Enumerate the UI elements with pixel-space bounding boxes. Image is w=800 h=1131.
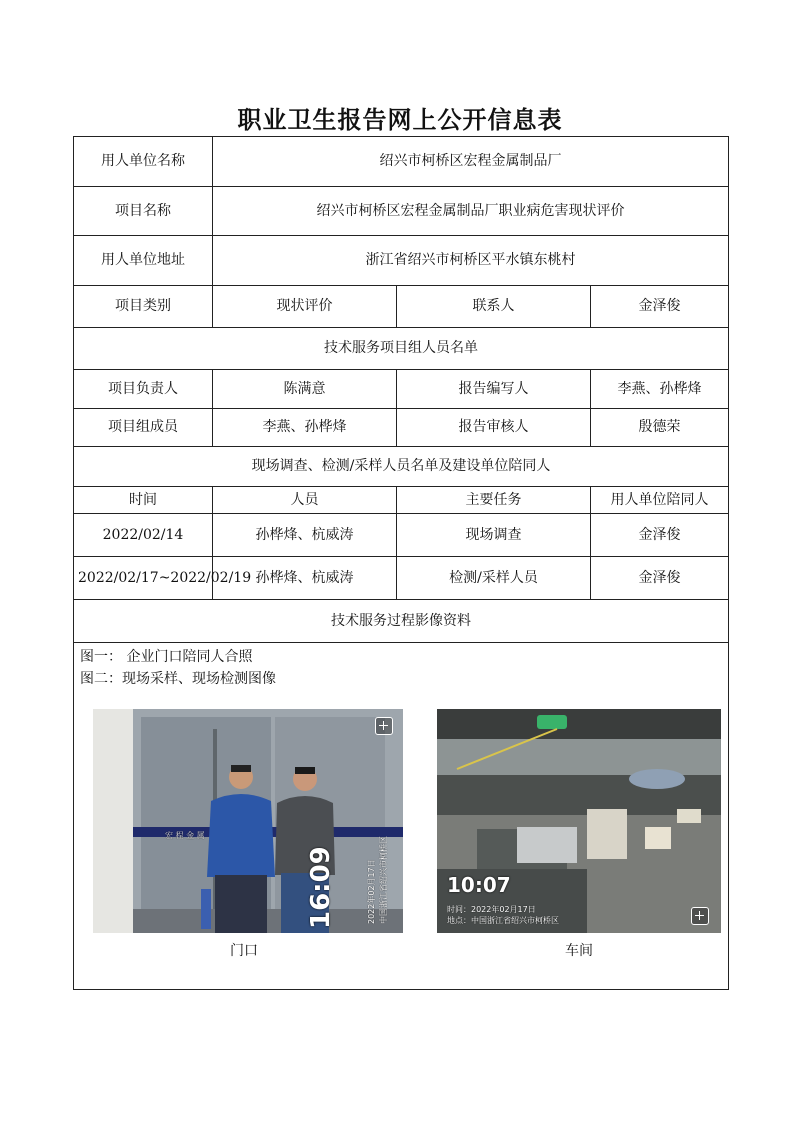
project-name-value: 绍兴市柯桥区宏程金属制品厂职业病危害现状评价 (213, 187, 729, 236)
contact-value: 金泽俊 (591, 286, 729, 328)
entrance-location: 中国浙江省绍兴市柯桥区 (379, 836, 388, 924)
leader-label: 项目负责人 (74, 370, 213, 409)
images-header-row (74, 600, 729, 643)
info-table (73, 136, 729, 990)
project-type-row (74, 286, 729, 328)
entry-companion: 金泽俊 (591, 557, 729, 600)
caption-2: 图二：现场采样、现场检测图像 (80, 671, 276, 687)
entry-people: 孙桦烽、杭威涛 (213, 514, 397, 557)
col-companion: 用人单位陪同人 (591, 487, 729, 514)
address-value: 浙江省绍兴市柯桥区平水镇东桃村 (213, 236, 729, 286)
entrance-timestamp: 16:09 (306, 846, 336, 929)
employer-name-value: 绍兴市柯桥区宏程金属制品厂 (213, 137, 729, 187)
writer-value: 李燕、孙桦烽 (591, 370, 729, 409)
reviewer-label: 报告审核人 (397, 409, 591, 447)
workshop-photo-label: 车间 (565, 943, 593, 959)
address-row (74, 236, 729, 286)
entry-time: 2022/02/14 (74, 514, 213, 557)
project-type-value: 现状评价 (213, 286, 397, 328)
employer-name-label: 用人单位名称 (74, 137, 213, 187)
workshop-photo (437, 709, 721, 933)
page-title: 职业卫生报告网上公开信息表 (237, 105, 563, 134)
entrance-photo (93, 709, 403, 933)
members-row (74, 409, 729, 447)
entry-task: 现场调查 (397, 514, 591, 557)
entrance-photo-label: 门口 (230, 943, 258, 959)
entrance-sign-text: 宏 程 金 属 (165, 831, 205, 840)
survey-header-row (74, 447, 729, 487)
survey-columns-row (74, 487, 729, 514)
expand-icon (375, 717, 393, 735)
workshop-timestamp: 10:07 (447, 873, 511, 897)
images-cell (74, 643, 729, 990)
employer-name-row (74, 137, 729, 187)
entrance-date: 2022年02月17日 (367, 859, 376, 924)
members-label: 项目组成员 (74, 409, 213, 447)
members-value: 李燕、孙桦烽 (213, 409, 397, 447)
entrance-photo-art (93, 709, 403, 933)
entry-task: 检测/采样人员 (397, 557, 591, 600)
leader-value: 陈满意 (213, 370, 397, 409)
leader-row (74, 370, 729, 409)
reviewer-value: 殷德荣 (591, 409, 729, 447)
survey-entry-row (74, 514, 729, 557)
project-name-row (74, 187, 729, 236)
contact-label: 联系人 (397, 286, 591, 328)
team-header-row (74, 328, 729, 370)
entry-people: 孙桦烽、杭威涛 (213, 557, 397, 600)
expand-icon (691, 907, 709, 925)
workshop-date: 时间：2022年02月17日 (447, 905, 536, 914)
survey-entry-row (74, 557, 729, 600)
col-time: 时间 (74, 487, 213, 514)
entry-time: 2022/02/17~2022/02/19 (74, 557, 213, 600)
entry-companion: 金泽俊 (591, 514, 729, 557)
images-header: 技术服务过程影像资料 (74, 600, 729, 643)
survey-header: 现场调查、检测/采样人员名单及建设单位陪同人 (74, 447, 729, 487)
project-name-label: 项目名称 (74, 187, 213, 236)
writer-label: 报告编写人 (397, 370, 591, 409)
col-task: 主要任务 (397, 487, 591, 514)
address-label: 用人单位地址 (74, 236, 213, 286)
col-people: 人员 (213, 487, 397, 514)
workshop-photo-art (437, 709, 721, 933)
caption-1: 图一： 企业门口陪同人合照 (80, 649, 253, 665)
team-header: 技术服务项目组人员名单 (74, 328, 729, 370)
images-row (74, 643, 729, 990)
workshop-location: 地点：中国浙江省绍兴市柯桥区 (447, 916, 559, 925)
project-type-label: 项目类别 (74, 286, 213, 328)
